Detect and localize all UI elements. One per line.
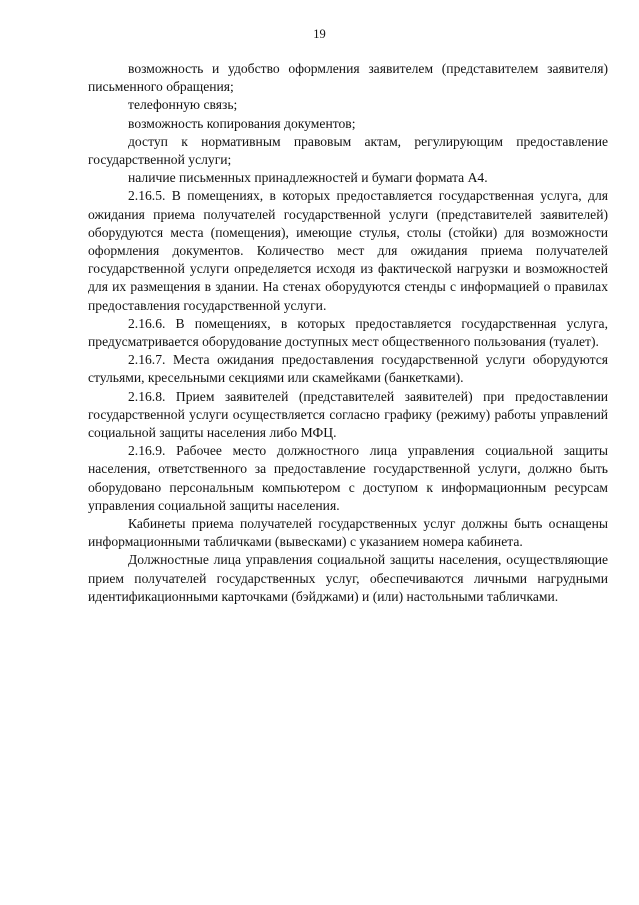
paragraph-2-16-8: 2.16.8. Прием заявителей (представителей заявителей) при предоставлении государственной услуги осуществляется согласно графику (режиму) работы управлений социальной защиты населения либо МФЦ. [88,388,608,441]
paragraph-telephone: телефонную связь; [128,97,238,113]
paragraph-badges: Должностные лица управления социальной защиты населения, осуществляющие прием получателей государственных услуг, обеспечиваются личными нагрудными идентификационными карточками (бэйджами) и (или) настольными табличками. [88,552,608,604]
paragraph-stationery: наличие письменных принадлежностей и бумаги формата А4. [128,170,488,186]
paragraph-2-16-7: 2.16.7. Места ожидания предоставления государственной услуги оборудуются стульями, кресельными секциями или скамейками (банкетками). [88,352,608,386]
document-body [88,60,608,606]
page-number: 19 [313,27,326,41]
paragraph-cabinet-signs: Кабинеты приема получателей государственных услуг должны быть оснащены информационными табличками (вывесками) с указанием номера кабинета. [88,516,608,550]
paragraph-legal-access: доступ к нормативным правовым актам, регулирующим предоставление государственной услуги; [88,133,608,168]
paragraph-signature-convenience: возможность и удобство оформления заявителем (представителем заявителя) письменного обращения; [88,61,608,95]
paragraph-2-16-9: 2.16.9. Рабочее место должностного лица управления социальной защиты населения, ответственного за предоставление государственной услуги, должно быть оборудовано персональным компьютером с доступом к информационным ресурсам управления социальной защиты населения. [88,443,608,513]
paragraph-2-16-6: 2.16.6. В помещениях, в которых предоставляется государственная услуга, предусматривается оборудование доступных мест общественного пользования (туалет). [88,315,608,350]
paragraph-2-16-5: 2.16.5. В помещениях, в которых предоставляется государственная услуга, для ожидания приема получателей государственной услуги (представителей заявителей) оборудуются места (помещения), имеющие стулья, столы (стойки) для возможности оформления документов. Количество мест для ожидания приема получателей государственной услуги определяется исходя из фактической нагрузки и возможностей для их размещения в здании. На стенах оборудуются стенды с информацией о правилах предоставления государственной услуги. [88,188,608,313]
paragraph-copying: возможность копирования документов; [128,115,356,131]
